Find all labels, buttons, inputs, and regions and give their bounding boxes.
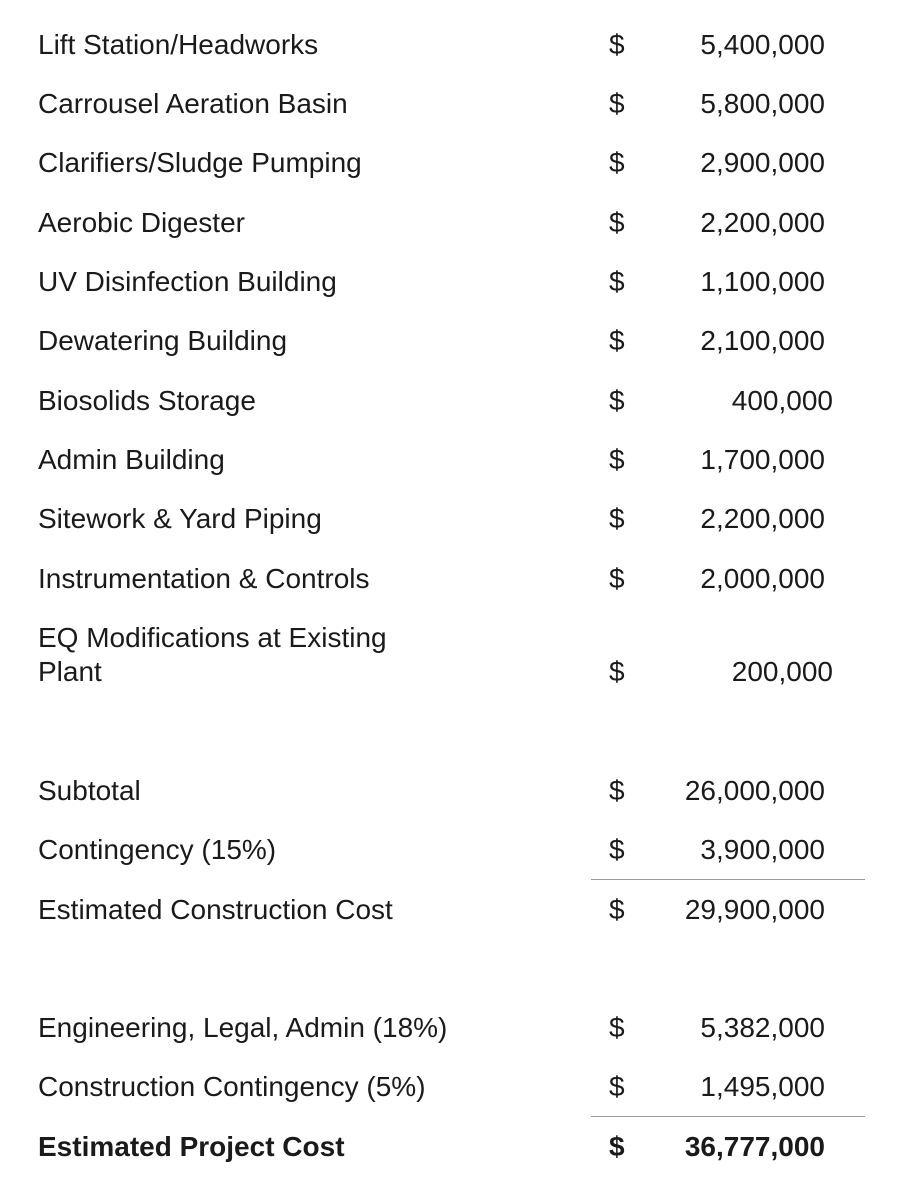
row-amount: 1,100,000 [700, 266, 825, 297]
row-amount: 2,000,000 [700, 563, 825, 594]
construction-cost-label: Estimated Construction Cost [38, 894, 393, 925]
contingency-label: Contingency (15%) [38, 834, 277, 865]
row-amount: 200,000 [731, 656, 833, 687]
dollar-sign: $ [609, 1071, 625, 1102]
row-amount: 5,400,000 [700, 29, 825, 60]
dollar-sign: $ [609, 563, 625, 594]
row-amount: 5,800,000 [700, 88, 825, 119]
row-label: Biosolids Storage [38, 385, 256, 416]
row-amount: 400,000 [731, 385, 833, 416]
row-label: Lift Station/Headworks [38, 29, 319, 60]
construction-contingency-label: Construction Contingency (5%) [38, 1071, 426, 1102]
row-label: Clarifiers/Sludge Pumping [38, 147, 362, 178]
dollar-sign: $ [609, 444, 625, 475]
subtotal-label: Subtotal [38, 775, 141, 806]
sum-divider [591, 879, 865, 880]
row-label-line1: EQ Modifications at Existing [38, 622, 387, 653]
dollar-sign: $ [609, 266, 625, 297]
row-label: Admin Building [38, 444, 225, 475]
dollar-sign: $ [609, 834, 625, 865]
row-label: Carrousel Aeration Basin [38, 88, 348, 119]
dollar-sign: $ [609, 147, 625, 178]
row-label: UV Disinfection Building [38, 266, 337, 297]
dollar-sign: $ [609, 88, 625, 119]
row-label-line2: Plant [38, 656, 102, 687]
row-amount: 2,200,000 [700, 207, 825, 238]
construction-contingency-amount: 1,495,000 [700, 1071, 825, 1102]
dollar-sign: $ [609, 503, 625, 534]
construction-cost-amount: 29,900,000 [684, 894, 825, 925]
dollar-sign: $ [609, 325, 625, 356]
row-amount: 2,200,000 [700, 503, 825, 534]
dollar-sign: $ [609, 385, 625, 416]
engineering-amount: 5,382,000 [700, 1012, 825, 1043]
dollar-sign: $ [609, 656, 625, 687]
project-cost-amount: 36,777,000 [684, 1131, 825, 1162]
dollar-sign: $ [609, 1012, 625, 1043]
sum-divider [591, 1116, 865, 1117]
dollar-sign: $ [609, 207, 625, 238]
row-label: Instrumentation & Controls [38, 563, 370, 594]
dollar-sign: $ [609, 775, 625, 806]
subtotal-amount: 26,000,000 [684, 775, 825, 806]
row-label: Sitework & Yard Piping [38, 503, 322, 534]
row-label: Dewatering Building [38, 325, 288, 356]
project-cost-label: Estimated Project Cost [38, 1131, 345, 1162]
contingency-amount: 3,900,000 [700, 834, 825, 865]
dollar-sign: $ [609, 29, 625, 60]
row-label: Aerobic Digester [38, 207, 245, 238]
engineering-label: Engineering, Legal, Admin (18%) [38, 1012, 448, 1043]
dollar-sign: $ [609, 894, 625, 925]
row-amount: 1,700,000 [700, 444, 825, 475]
row-amount: 2,100,000 [700, 325, 825, 356]
dollar-sign: $ [609, 1131, 625, 1162]
row-amount: 2,900,000 [700, 147, 825, 178]
